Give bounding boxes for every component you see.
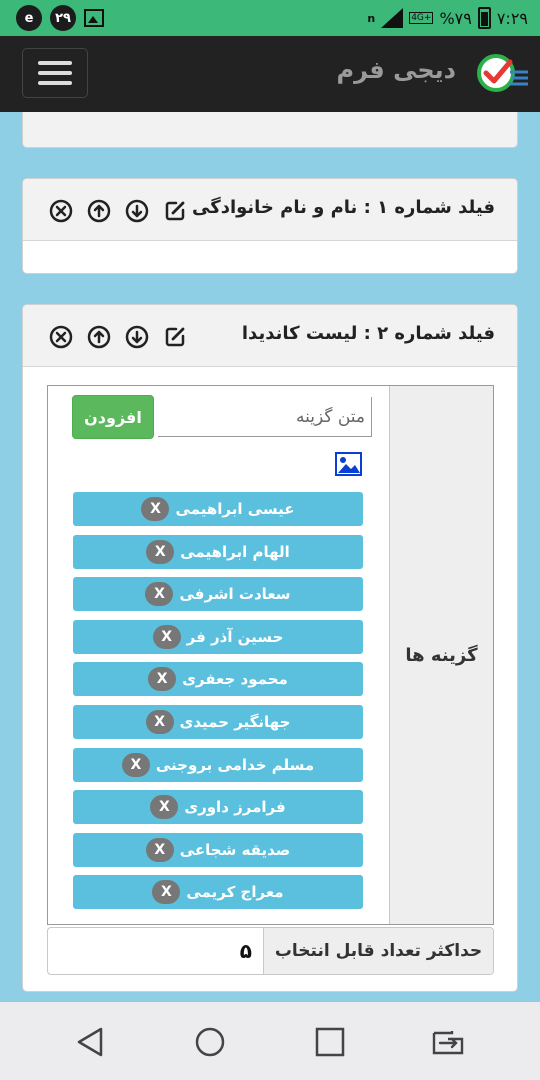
option-item-label: حسین آذر فر [186,627,284,646]
battery-percent: %۷۹ [439,8,472,28]
clock: ۷:۲۹ [496,8,528,28]
option-item-label: جهانگیر حمیدی [179,712,291,731]
option-item-label: فرامرز داوری [184,798,286,817]
option-item [73,535,363,569]
gallery-notification-icon [84,9,104,27]
home-icon[interactable] [192,1024,228,1060]
option-item [73,577,363,611]
status-bar [0,0,540,36]
option-item [73,492,363,526]
max-select-value[interactable]: ۵ [239,939,252,963]
edit-icon[interactable] [161,323,188,350]
option-item [73,705,363,739]
remove-option-button[interactable]: X [145,582,173,606]
brand-name: دیجی فرم [336,56,456,84]
option-item [73,620,363,654]
option-item [73,833,363,867]
option-item-label: محمود جعفری [182,670,288,689]
remove-option-button[interactable]: X [146,710,174,734]
delete-icon[interactable] [47,197,74,224]
option-item-label: مسلم خدامی بروجنی [155,755,315,774]
field-header-2 [23,305,517,367]
move-up-icon[interactable] [85,197,112,224]
options-label-cell [389,386,493,924]
max-select-row [47,927,494,975]
remove-option-button[interactable]: X [146,838,174,862]
options-label: گزینه ها [405,644,478,666]
option-item [73,662,363,696]
option-item-label: معراج کریمی [186,883,284,902]
sim-icon: n [367,11,376,25]
recents-icon[interactable] [312,1024,348,1060]
max-select-label-cell [263,928,493,974]
option-item-label: سعادت اشرفی [179,585,291,604]
app-notification-icon: e [16,5,42,31]
option-item [73,875,363,909]
switch-app-icon[interactable] [430,1024,466,1060]
back-icon[interactable] [72,1024,108,1060]
remove-option-button[interactable]: X [148,667,176,691]
remove-option-button[interactable]: X [152,880,180,904]
network-badge: 4G+ [411,13,432,23]
option-item-label: عیسی ابراهیمی [175,500,295,518]
edit-icon[interactable] [161,197,188,224]
battery-icon [478,7,491,29]
option-text-input[interactable] [158,397,372,437]
system-nav-bar [0,1002,540,1080]
option-item-label: صدیقه شجاعی [179,840,291,859]
remove-option-button[interactable]: X [153,625,181,649]
remove-option-button[interactable]: X [122,753,150,777]
option-list [73,492,363,918]
remove-option-button[interactable]: X [146,540,174,564]
app-bar [0,36,540,112]
field-header-1 [23,179,517,241]
options-table [47,385,494,925]
move-down-icon[interactable] [123,323,150,350]
option-item [73,790,363,824]
option-item [73,748,363,782]
brand-logo-icon [472,50,530,96]
field-panel-1 [22,178,518,274]
notification-count: ۲۹ [50,5,76,31]
max-select-label: حداکثر تعداد قابل انتخاب [274,941,483,961]
hamburger-menu-button[interactable] [22,48,88,98]
field-title-2: فیلد شماره ۲ : لیست کاندیدا [241,323,495,344]
remove-option-button[interactable]: X [150,795,178,819]
option-item-label: الهام ابراهیمی [180,542,290,561]
add-image-icon[interactable] [335,452,362,476]
delete-icon[interactable] [47,323,74,350]
remove-option-button[interactable]: X [141,497,169,521]
move-up-icon[interactable] [85,323,112,350]
signal-icon [381,8,403,28]
add-option-button[interactable]: افزودن [72,395,154,439]
move-down-icon[interactable] [123,197,150,224]
previous-field-panel [22,112,518,148]
field-panel-2 [22,304,518,992]
field-title-1: فیلد شماره ۱ : نام و نام خانوادگی [192,197,495,218]
